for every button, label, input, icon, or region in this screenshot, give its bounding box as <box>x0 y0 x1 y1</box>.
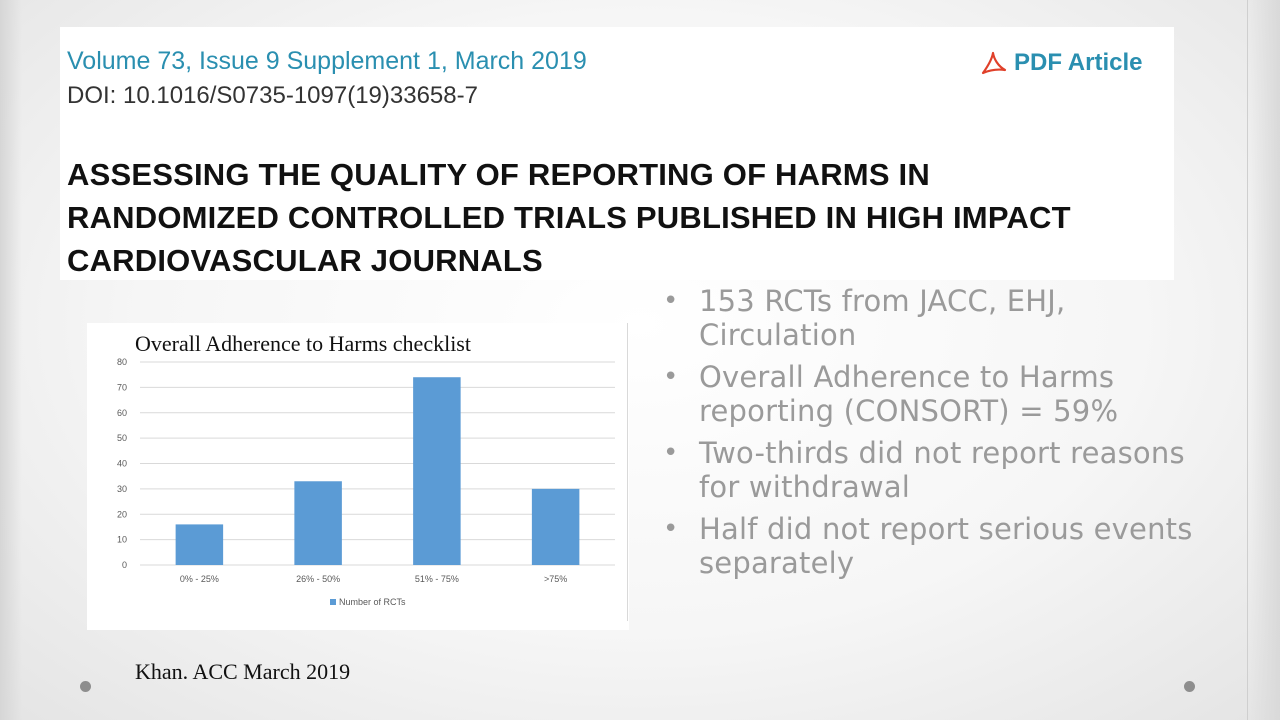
chart-right-border <box>627 323 628 621</box>
legend-label: Number of RCTs <box>339 597 406 607</box>
bar-chart-card <box>87 323 629 630</box>
y-tick-label: 40 <box>116 458 127 469</box>
article-title <box>67 153 1167 282</box>
pdf-article-link[interactable] <box>980 49 1142 77</box>
pdf-article-label: PDF Article <box>1014 49 1143 76</box>
slide-right-edge <box>1250 0 1280 720</box>
bar <box>532 489 580 565</box>
summary-bullet-list <box>663 284 1223 588</box>
bar <box>413 377 461 565</box>
article-volume-link[interactable]: Volume 73, Issue 9 Supplement 1, March 2019 <box>67 47 587 75</box>
bar-chart <box>87 323 629 630</box>
article-title-line-3: CARDIOVASCULAR JOURNALS <box>67 243 543 278</box>
y-tick-label: 30 <box>116 483 127 494</box>
bar <box>176 524 224 565</box>
y-tick-label: 50 <box>116 433 127 444</box>
citation-text: Khan. ACC March 2019 <box>135 659 351 684</box>
slide-corner-dot <box>80 681 91 692</box>
slide-right-rule <box>1247 0 1248 720</box>
x-tick-label: 26% - 50% <box>296 574 341 584</box>
article-title-line-1: ASSESSING THE QUALITY OF REPORTING OF HARMS IN <box>67 157 930 192</box>
bullet-item: • Overall Adherence to Harms reporting (CONSORT) = 59% <box>663 360 1223 428</box>
y-tick-label: 0 <box>121 560 127 570</box>
bullet-item: • 153 RCTs from JACC, EHJ, Circulation <box>663 284 1223 352</box>
legend-swatch <box>330 599 336 605</box>
article-header-panel <box>60 27 1174 280</box>
slide-corner-dot <box>1184 681 1195 692</box>
article-title-line-2: RANDOMIZED CONTROLLED TRIALS PUBLISHED IN HIGH IMPACT <box>67 200 1071 235</box>
chart-title: Overall Adherence to Harms checklist <box>135 331 471 356</box>
x-tick-label: 0% - 25% <box>179 574 219 584</box>
bullet-item: • Half did not report serious events separately <box>663 512 1223 580</box>
slide-left-edge <box>0 0 22 720</box>
y-tick-label: 80 <box>116 357 127 367</box>
y-tick-label: 60 <box>116 407 127 418</box>
bullet-item: • Two-thirds did not report reasons for withdrawal <box>663 436 1223 504</box>
x-tick-label: >75% <box>543 574 568 584</box>
bar <box>294 481 342 565</box>
y-tick-label: 20 <box>116 509 127 520</box>
y-tick-label: 70 <box>116 382 127 393</box>
article-doi: DOI: 10.1016/S0735-1097(19)33658-7 <box>67 82 478 109</box>
y-tick-label: 10 <box>116 534 127 545</box>
x-tick-label: 51% - 75% <box>414 574 459 584</box>
acrobat-pdf-icon <box>980 50 1008 76</box>
